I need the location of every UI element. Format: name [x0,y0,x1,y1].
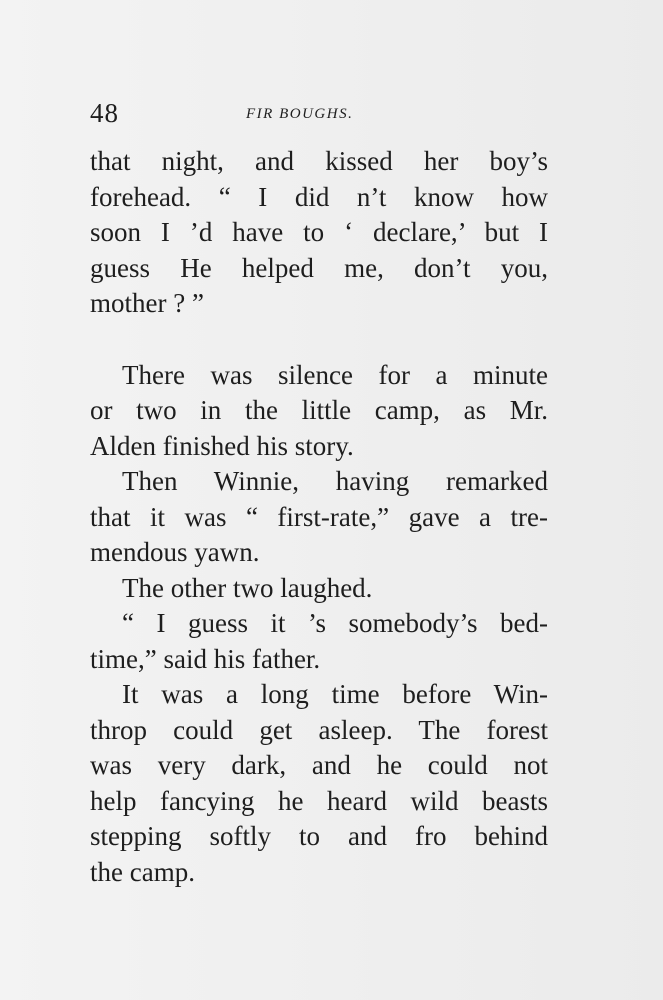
paragraph-2 [90,358,548,465]
text-line: It was a long time before Win- [122,679,548,709]
section-gap [90,322,548,358]
text-line: soon I ’d have to ‘ declare,’ but I [90,217,548,247]
text-line: mendous yawn. [90,537,260,567]
text-line: guess He helped me, don’t you, [90,252,548,283]
text-line: was very dark, and he could not [90,750,548,780]
text-line: The other two laughed. [122,572,373,603]
paragraph-3 [90,464,548,571]
text-line: help fancying he heard wild beasts [90,785,548,816]
paragraph-4 [90,571,548,607]
text-line: “ I guess it ’s somebody’s bed- [122,608,548,638]
running-head: FIR BOUGHS. [246,106,354,122]
text-line: stepping softly to and fro behind [90,821,548,851]
paragraph-1 [90,144,548,322]
text-line: mother ? ” [90,288,204,318]
text-line: Then Winnie, having remarked [122,466,548,496]
text-line: time,” said his father. [90,643,321,674]
paragraph-5 [90,606,548,677]
page-header [90,98,390,134]
text-line: There was silence for a minute [122,359,548,390]
text-line: that night, and kissed her boy’s [90,146,548,176]
text-line: that it was “ first-rate,” gave a tre- [90,501,548,532]
text-line: or two in the little camp, as Mr. [90,395,548,425]
text-line: the camp. [90,856,195,887]
text-line: throp could get asleep. The forest [90,714,548,745]
body-text [90,144,548,890]
text-line: Alden finished his story. [90,430,354,461]
paragraph-6 [90,677,548,890]
text-line: forehead. “ I did n’t know how [90,181,548,212]
page-number: 48 [90,98,119,128]
